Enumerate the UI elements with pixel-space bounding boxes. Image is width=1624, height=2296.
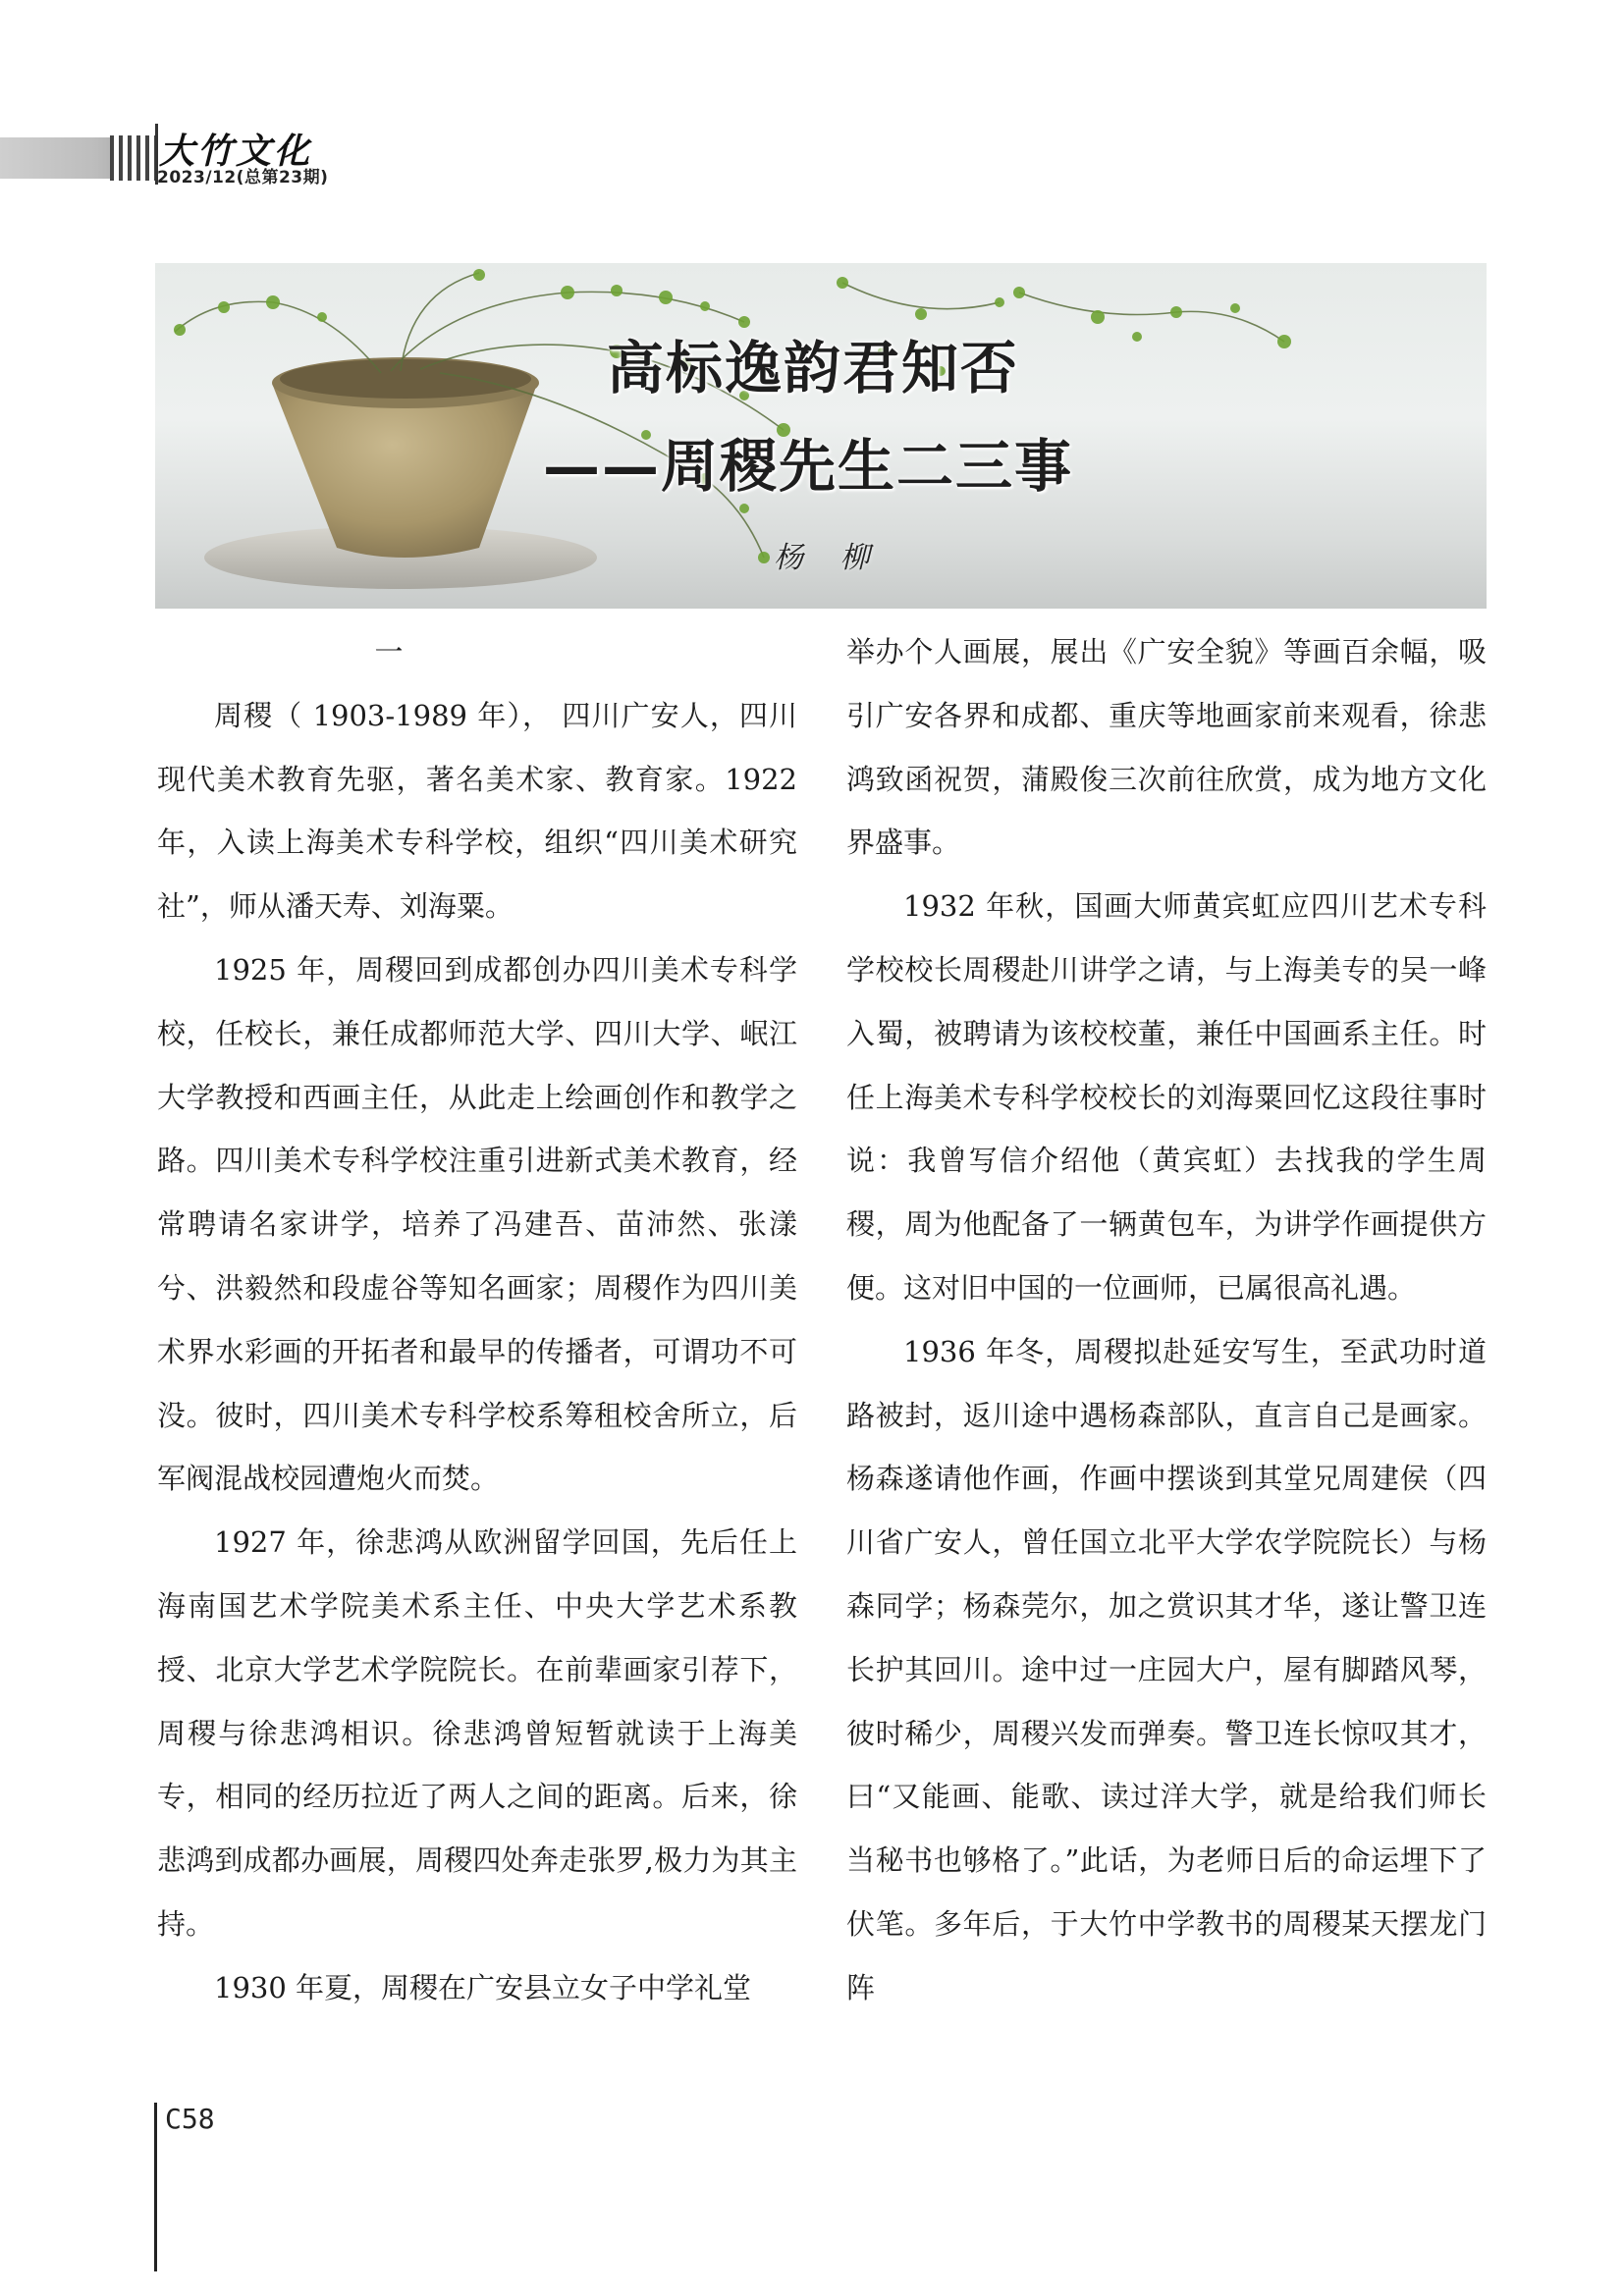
paragraph: 1936 年冬，周稷拟赴延安写生，至武功时道路被封，返川途中遇杨森部队，直言自己是画家。杨森遂请他作画，作画中摆谈到其堂兄周建侯（四川省广安人，曾任国立北平大学农学院院长）与杨森同学；杨森莞尔，加之赏识其才华，遂让警卫连长护其回川。途中过一庄园大户，屋有脚踏风琴，彼时稀少，周稷兴发而弹奏。警卫连长惊叹其才，曰“又能画、能歌、读过洋大学，就是给我们师长当秘书也够格了。”此话，为老师日后的命运埋下了伏笔。多年后，于大竹中学教书的周稷某天摆龙门阵 — [846, 1334, 1487, 2004]
magazine-name: 大竹文化 — [159, 131, 313, 172]
footer-rule — [154, 2103, 157, 2271]
right-column — [846, 620, 1487, 2020]
section-mark: 一 — [374, 635, 404, 668]
header-stripes — [110, 135, 159, 181]
paragraph: 周稷（ 1903-1989 年）， 四川广安人，四川现代美术教育先驱，著名美术家、教育家。1922 年，入读上海美术专科学校，组织“四川美术研究社”，师从潘天寿、刘海粟。 — [157, 698, 797, 924]
paragraph-continued: 举办个人画展，展出《广安全貌》等画百余幅，吸引广安各界和成都、重庆等地画家前来观看，徐悲鸿致函祝贺，蒲殿俊三次前往欣赏，成为地方文化界盛事。 — [846, 635, 1487, 860]
title-banner — [155, 263, 1487, 609]
article-title: 高标逸韵君知否 — [607, 335, 1020, 401]
page-number: C58 — [165, 2103, 215, 2135]
paragraph: 1932 年秋，国画大师黄宾虹应四川艺术专科学校校长周稷赴川讲学之请，与上海美专的吴一峰入蜀，被聘请为该校校董，兼任中国画系主任。时任上海美术专科学校校长的刘海粟回忆这段往事时说：我曾写信介绍他（黄宾虹）去找我的学生周稷，周为他配备了一辆黄包车，为讲学作画提供方便。这对旧中国的一位画师，已属很高礼遇。 — [846, 889, 1487, 1305]
left-column — [157, 620, 797, 2020]
author-byline: 杨 柳 — [774, 541, 884, 575]
paragraph: 1930 年夏，周稷在广安县立女子中学礼堂 — [214, 1970, 752, 2004]
article-subtitle: ——周稷先生二三事 — [543, 433, 1074, 500]
paragraph: 1927 年，徐悲鸿从欧洲留学回国，先后任上海南国艺术学院美术系主任、中央大学艺术系教授、北京大学艺术学院院长。在前辈画家引荐下，周稷与徐悲鸿相识。徐悲鸿曾短暂就读于上海美专，相同的经历拉近了两人之间的距离。后来，徐悲鸿到成都办画展，周稷四处奔走张罗,极力为其主持。 — [157, 1525, 797, 1941]
paragraph: 1925 年，周稷回到成都创办四川美术专科学校，任校长，兼任成都师范大学、四川大学、岷江大学教授和西画主任，从此走上绘画创作和教学之路。四川美术专科学校注重引进新式美术教育，经常聘请名家讲学，培养了冯建吾、苗沛然、张漾兮、洪毅然和段虚谷等知名画家；周稷作为四川美术界水彩画的开拓者和最早的传播者，可谓功不可没。彼时，四川美术专科学校系筹租校舍所立，后军阀混战校园遭炮火而焚。 — [157, 952, 797, 1496]
magazine-issue: 2023/12(总第23期) — [157, 168, 329, 187]
